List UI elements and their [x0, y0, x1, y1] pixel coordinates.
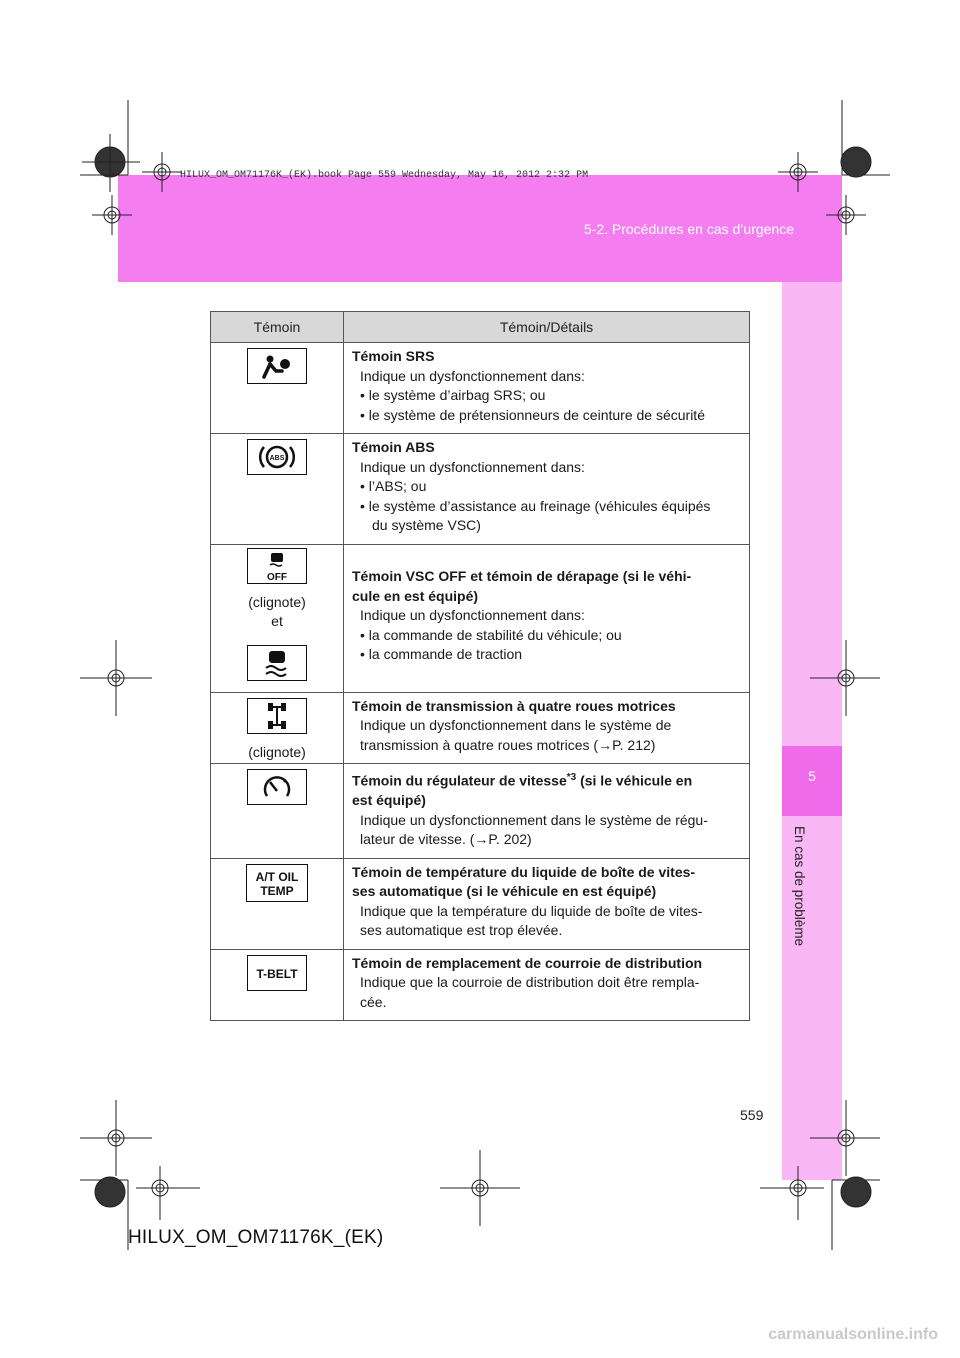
print-info: HILUX_OM_OM71176K_(EK).book Page 559 Wednesday, May 16, 2012 2:32 PM	[180, 170, 589, 181]
table-row	[211, 692, 750, 764]
warning-detail: Indique un dysfonctionnement dans le système de régu-	[360, 811, 708, 828]
warning-title: ses automatique (si le véhicule en est équipé)	[352, 883, 657, 900]
warning-detail: • la commande de stabilité du véhicule; ou	[360, 626, 622, 643]
warning-lights-table	[210, 311, 750, 1021]
blinking-caption: (clignote)	[248, 594, 306, 610]
svg-text:OFF: OFF	[267, 571, 287, 583]
svg-text:T-BELT: T-BELT	[256, 966, 298, 981]
four-wheel-drive-icon	[247, 698, 307, 734]
warning-detail: Indique un dysfonctionnement dans:	[360, 458, 585, 475]
slip-indicator-icon	[247, 645, 307, 681]
footnote-marker: *3	[566, 772, 577, 783]
warning-title: Témoin du régulateur de vitesse	[352, 772, 567, 789]
warning-title: est équipé)	[352, 792, 426, 809]
warning-detail: • le système d’assistance au freinage (véhicules équipés	[360, 497, 711, 514]
watermark: carmanualsonline.info	[768, 1326, 938, 1343]
warning-title: Témoin SRS	[352, 348, 435, 364]
svg-text:TEMP: TEMP	[260, 883, 294, 898]
warning-detail: • la commande de traction	[360, 646, 523, 663]
cruise-control-icon	[247, 769, 307, 805]
at-oil-temp-icon	[246, 864, 308, 902]
warning-detail: Indique que la courroie de distribution doit être rempla-	[360, 974, 700, 991]
and-caption: et	[271, 613, 283, 629]
warning-detail: • le système de prétensionneurs de ceinture de sécurité	[360, 406, 705, 423]
warning-title-tail: (si le véhicule en	[576, 772, 693, 789]
vsc-off-icon	[247, 548, 307, 584]
svg-text:ABS: ABS	[269, 455, 285, 462]
warning-title: cule en est équipé)	[352, 587, 479, 604]
warning-detail: cée.	[360, 993, 387, 1010]
arrow-icon: →	[598, 736, 613, 753]
chapter-label: En cas de problème	[792, 826, 807, 947]
page-number: 559	[740, 1107, 764, 1123]
warning-detail: Indique un dysfonctionnement dans:	[360, 607, 585, 624]
table-row	[211, 858, 750, 949]
warning-title: Témoin de température du liquide de boîte de vites-	[352, 863, 696, 880]
warning-detail: du système VSC)	[372, 517, 481, 533]
abs-warning-icon	[247, 439, 307, 475]
warning-title: Témoin ABS	[352, 439, 435, 455]
warning-detail: Indique un dysfonctionnement dans le système de	[360, 717, 672, 733]
warning-title: Témoin de transmission à quatre roues motrices	[352, 697, 676, 714]
table-row	[211, 764, 750, 859]
warning-title: Témoin de remplacement de courroie de distribution	[352, 954, 703, 971]
blinking-caption: (clignote)	[248, 744, 306, 760]
svg-text:A/T OIL: A/T OIL	[255, 869, 299, 884]
warning-detail: • le système d’airbag SRS; ou	[360, 387, 546, 403]
warning-detail: Indique que la température du liquide de boîte de vites-	[360, 902, 703, 919]
warning-detail: Indique un dysfonctionnement dans:	[360, 367, 585, 384]
page-reference: P. 202)	[488, 831, 532, 848]
page-reference: P. 212)	[612, 736, 656, 753]
warning-title: Témoin VSC OFF et témoin de dérapage (si le véhi-	[352, 568, 692, 585]
chapter-number: 5	[808, 768, 816, 784]
column-header-details: Témoin/Détails	[344, 312, 750, 343]
table-row	[211, 544, 750, 692]
airbag-warning-icon	[247, 348, 307, 384]
table-row	[211, 949, 750, 1021]
arrow-icon: →	[474, 831, 489, 848]
column-header-warning-light: Témoin	[211, 312, 344, 343]
warning-detail: ses automatique est trop élevée.	[360, 922, 563, 939]
warning-detail: • l’ABS; ou	[360, 478, 427, 494]
section-title: 5-2. Procédures en cas d’urgence	[583, 221, 794, 237]
table-row	[211, 434, 750, 545]
footer-manual-code: HILUX_OM_OM71176K_(EK)	[128, 1227, 384, 1248]
table-row	[211, 343, 750, 434]
t-belt-icon	[247, 955, 307, 991]
warning-detail: lateur de vitesse. (	[360, 831, 475, 848]
warning-detail: transmission à quatre roues motrices (	[360, 736, 599, 753]
